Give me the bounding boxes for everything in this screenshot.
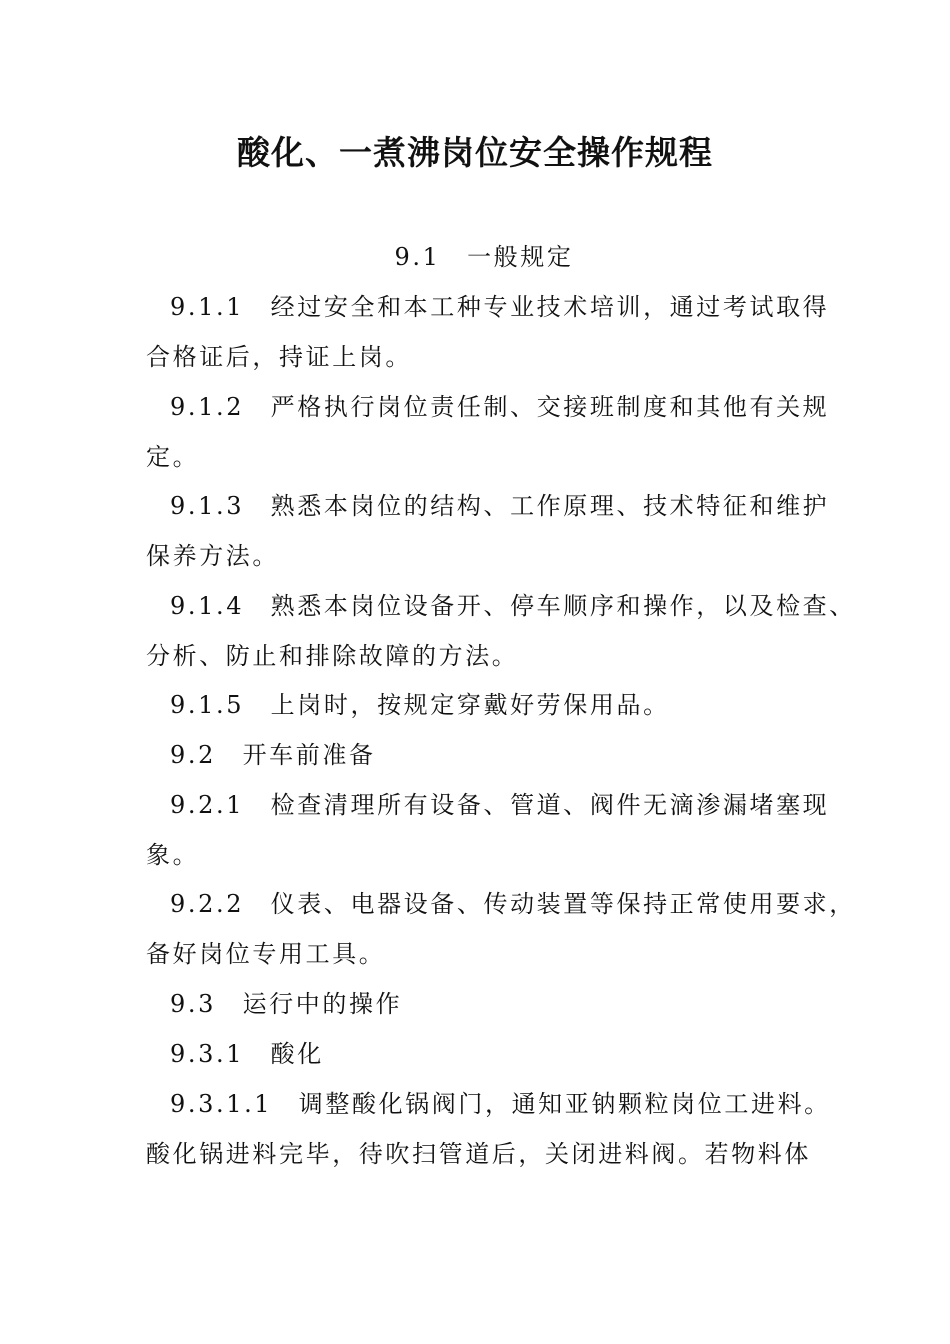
paragraph-line: 9.2.2 仪表、电器设备、传动装置等保持正常使用要求， (170, 890, 856, 918)
subsection-heading-9-3-1: 9.3.1 酸化 (170, 1040, 324, 1068)
section-heading-9-1: 9.1 一般规定 (394, 243, 574, 271)
document-title: 酸化、一煮沸岗位安全操作规程 (237, 133, 713, 172)
section-heading-9-3: 9.3 运行中的操作 (170, 990, 403, 1018)
paragraph-line: 合格证后，持证上岗。 (146, 343, 412, 371)
paragraph-line: 9.1.4 熟悉本岗位设备开、停车顺序和操作，以及检查、 (170, 592, 856, 620)
paragraph-line: 9.1.1 经过安全和本工种专业技术培训，通过考试取得 (170, 293, 830, 321)
paragraph-line: 备好岗位专用工具。 (146, 940, 386, 968)
paragraph-line: 保养方法。 (146, 542, 279, 570)
paragraph-line: 分析、防止和排除故障的方法。 (146, 642, 519, 670)
paragraph-line: 9.1.5 上岗时，按规定穿戴好劳保用品。 (170, 691, 670, 719)
paragraph-line: 9.1.2 严格执行岗位责任制、交接班制度和其他有关规 (170, 393, 830, 421)
paragraph-line: 9.3.1.1 调整酸化锅阀门，通知亚钠颗粒岗位工进料。 (170, 1090, 831, 1118)
paragraph-line: 象。 (146, 841, 200, 869)
paragraph-line: 酸化锅进料完毕，待吹扫管道后，关闭进料阀。若物料体 (146, 1140, 811, 1168)
paragraph-line: 9.1.3 熟悉本岗位的结构、工作原理、技术特征和维护 (170, 492, 830, 520)
section-heading-9-2: 9.2 开车前准备 (170, 741, 376, 769)
paragraph-line: 定。 (146, 443, 200, 471)
paragraph-line: 9.2.1 检查清理所有设备、管道、阀件无滴渗漏堵塞现 (170, 791, 830, 819)
